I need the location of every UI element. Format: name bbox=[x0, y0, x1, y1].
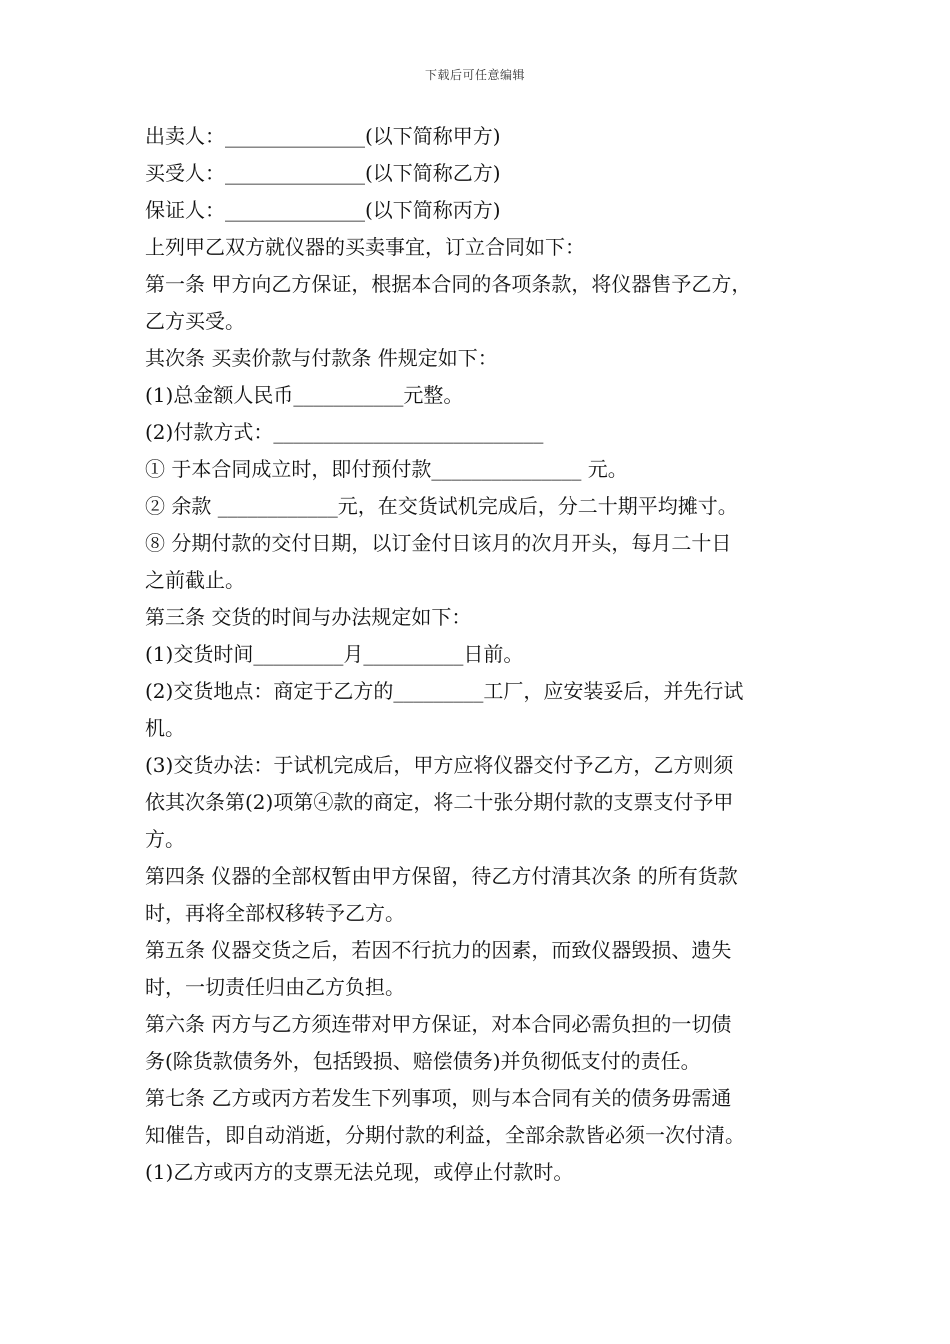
article-7-line-2: 知催告，即自动消逝，分期付款的利益，全部余款皆必须一次付清。 bbox=[145, 1123, 745, 1147]
article-2-subitem-3-line-2: 之前截止。 bbox=[145, 568, 245, 592]
article-7-item-1: (1)乙方或丙方的支票无法兑现，或停止付款时。 bbox=[145, 1160, 574, 1184]
article-5-line-2: 时，一切责任归由乙方负担。 bbox=[145, 975, 405, 999]
article-6-line-2: 务(除货款债务外，包括毁损、赔偿债务)并负彻低支付的责任。 bbox=[145, 1049, 701, 1073]
article-2-subitem-2: ② 余款 ____________元，在交货试机完成后，分二十期平均摊寸。 bbox=[145, 494, 738, 518]
article-5-line-1: 第五条 仪器交货之后，若因不行抗力的因素，而致仪器毁损、遗失 bbox=[145, 938, 732, 962]
seller-line: 出卖人：______________(以下简称甲方) bbox=[145, 124, 501, 148]
article-2-heading: 其次条 买卖价款与付款条 件规定如下： bbox=[145, 346, 498, 370]
article-4-line-2: 时，再将全部权移转予乙方。 bbox=[145, 901, 405, 925]
article-2-subitem-1: ① 于本合同成立时，即付预付款_______________ 元。 bbox=[145, 457, 628, 481]
article-3-heading: 第三条 交货的时间与办法规定如下： bbox=[145, 605, 472, 629]
article-2-item-2: (2)付款方式：___________________________ bbox=[145, 420, 544, 444]
article-3-item-1: (1)交货时间_________月__________日前。 bbox=[145, 642, 524, 666]
contract-body bbox=[145, 118, 835, 1191]
buyer-line: 买受人：______________(以下简称乙方) bbox=[145, 161, 501, 185]
article-3-item-3-line-3: 方。 bbox=[145, 827, 185, 851]
preamble-line: 上列甲乙双方就仪器的买卖事宜，订立合同如下： bbox=[145, 235, 585, 259]
article-3-item-2-line-1: (2)交货地点：商定于乙方的_________工厂，应安装妥后，并先行试 bbox=[145, 679, 744, 703]
article-3-item-2-line-2: 机。 bbox=[145, 716, 185, 740]
article-6-line-1: 第六条 丙方与乙方须连带对甲方保证，对本合同必需负担的一切债 bbox=[145, 1012, 732, 1036]
article-4-line-1: 第四条 仪器的全部权暂由甲方保留，待乙方付清其次条 的所有货款 bbox=[145, 864, 738, 888]
page-header-note: 下载后可任意编辑 bbox=[424, 68, 525, 82]
article-1-line-1: 第一条 甲方向乙方保证，根据本合同的各项条款，将仪器售予乙方， bbox=[145, 272, 752, 296]
guarantor-line: 保证人：______________(以下简称丙方) bbox=[145, 198, 501, 222]
article-2-subitem-3-line-1: ⑧ 分期付款的交付日期，以订金付日该月的次月开头，每月二十日 bbox=[145, 531, 732, 555]
article-1-line-2: 乙方买受。 bbox=[145, 309, 245, 333]
article-2-item-1: (1)总金额人民币___________元整。 bbox=[145, 383, 464, 407]
article-3-item-3-line-2: 依其次条第(2)项第④款的商定，将二十张分期付款的支票支付予甲 bbox=[145, 790, 734, 814]
article-3-item-3-line-1: (3)交货办法：于试机完成后，甲方应将仪器交付予乙方，乙方则须 bbox=[145, 753, 734, 777]
article-7-line-1: 第七条 乙方或丙方若发生下列事项，则与本合同有关的债务毋需通 bbox=[145, 1086, 732, 1110]
